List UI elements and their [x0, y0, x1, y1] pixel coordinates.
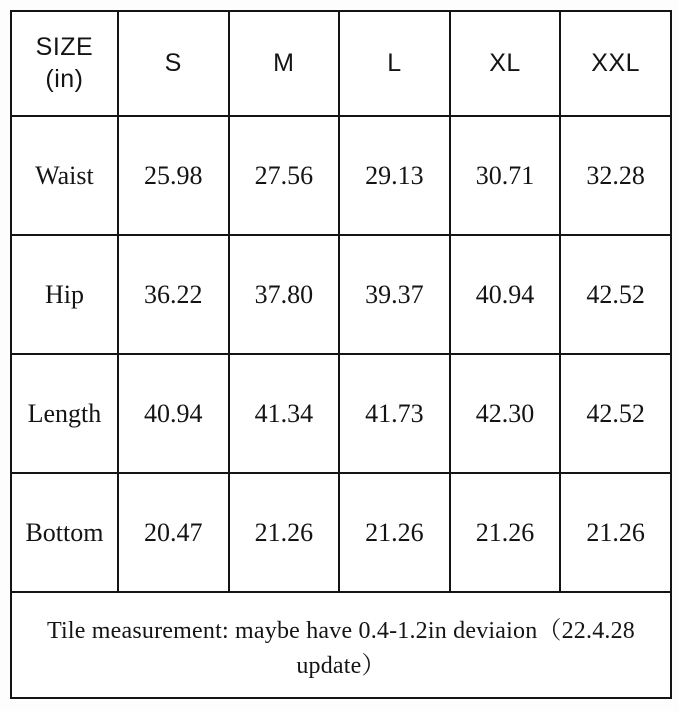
length-s-value: 40.94: [118, 354, 229, 473]
header-row: [11, 11, 671, 116]
bottom-m-value: 21.26: [229, 473, 340, 592]
hip-s-value: 36.22: [118, 235, 229, 354]
hip-xxl-value: 42.52: [560, 235, 671, 354]
hip-m-value: 37.80: [229, 235, 340, 354]
column-header-m: M: [229, 11, 340, 116]
measurement-note: Tile measurement: maybe have 0.4-1.2in deviaion（22.4.28 update）: [11, 592, 671, 698]
length-xl-value: 42.30: [450, 354, 561, 473]
hip-l-value: 39.37: [339, 235, 450, 354]
column-header-l: L: [339, 11, 450, 116]
waist-s-value: 25.98: [118, 116, 229, 235]
bottom-xl-value: 21.26: [450, 473, 561, 592]
size-header-line1: SIZE: [35, 33, 94, 62]
size-header-line2: (in): [45, 64, 84, 93]
column-header-s: S: [118, 11, 229, 116]
length-xxl-value: 42.52: [560, 354, 671, 473]
length-m-value: 41.34: [229, 354, 340, 473]
waist-m-value: 27.56: [229, 116, 340, 235]
waist-xl-value: 30.71: [450, 116, 561, 235]
row-label-length: Length: [11, 354, 118, 473]
bottom-s-value: 20.47: [118, 473, 229, 592]
waist-l-value: 29.13: [339, 116, 450, 235]
size-unit-header: [11, 11, 118, 116]
table-row-bottom: [11, 473, 671, 592]
hip-xl-value: 40.94: [450, 235, 561, 354]
waist-xxl-value: 32.28: [560, 116, 671, 235]
size-chart-table: [10, 10, 672, 699]
column-header-xl: XL: [450, 11, 561, 116]
table-row-length: [11, 354, 671, 473]
row-label-bottom: Bottom: [11, 473, 118, 592]
row-label-waist: Waist: [11, 116, 118, 235]
note-row: [11, 592, 671, 698]
bottom-l-value: 21.26: [339, 473, 450, 592]
length-l-value: 41.73: [339, 354, 450, 473]
column-header-xxl: XXL: [560, 11, 671, 116]
bottom-xxl-value: 21.26: [560, 473, 671, 592]
row-label-hip: Hip: [11, 235, 118, 354]
table-row-hip: [11, 235, 671, 354]
table-row-waist: [11, 116, 671, 235]
